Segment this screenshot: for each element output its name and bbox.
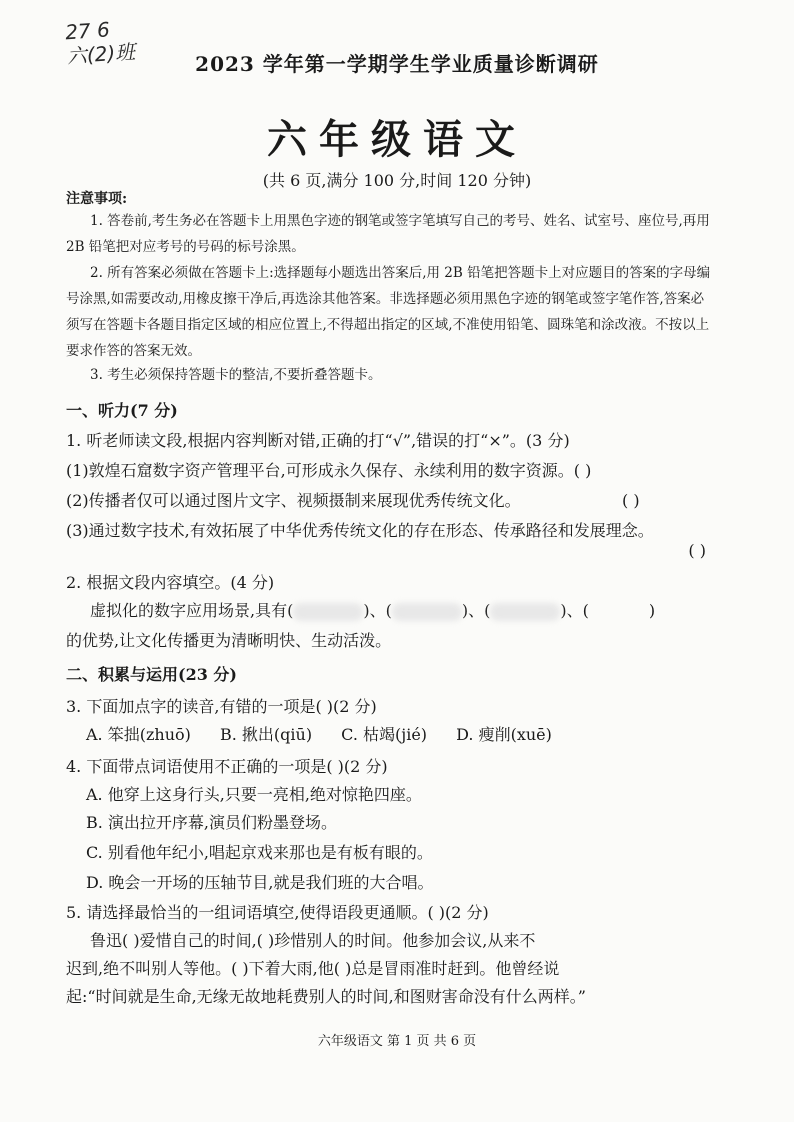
q3-stem: 3. 下面加点字的读音,有错的一项是( )(2 分) xyxy=(66,697,377,716)
q3-option-c: C. 枯竭(jié) xyxy=(341,725,428,744)
q3-option-b: B. 揪出(qiū) xyxy=(219,725,313,744)
page-footer: 六年级语文 第 1 页 共 6 页 xyxy=(317,1034,477,1049)
q4-option-d: D. 晚会一开场的压轴节目,就是我们班的大合唱。 xyxy=(86,873,434,892)
q4-stem: 4. 下面带点词语使用不正确的一项是( )(2 分) xyxy=(66,757,388,776)
q3-option-a: A. 笨拙(zhuō) xyxy=(86,725,191,744)
q1-item-3-blank: ( ) xyxy=(688,541,706,560)
q2-blank-2 xyxy=(392,603,462,621)
notes-heading: 注意事项: xyxy=(66,191,128,207)
exam-title: 2023 学年第一学期学生学业质量诊断调研 xyxy=(195,52,599,76)
q2-stem: 2. 根据文段内容填空。(4 分) xyxy=(66,573,275,592)
q1-item-3: (3)通过数字技术,有效拓展了中华优秀传统文化的存在形态、传承路径和发展理念。 xyxy=(66,521,654,540)
handwritten-line-2: 六(2)班 xyxy=(66,39,136,69)
q1-item-2 xyxy=(66,486,716,516)
q4-option-b: B. 演出拉开序幕,演员们粉墨登场。 xyxy=(86,813,338,832)
q3-option-d: D. 瘦削(xuē) xyxy=(456,725,552,744)
q1-item-1-blank: ( ) xyxy=(573,461,592,480)
q2-sep-2: )、( xyxy=(461,601,491,620)
q2-line-2: 的优势,让文化传播更为清晰明快、生动活泼。 xyxy=(66,631,392,650)
section-1-title: 一、听力(7 分) xyxy=(66,401,178,420)
handwritten-line-1: 27 6 xyxy=(64,17,111,45)
q3-options xyxy=(66,720,736,750)
section-2-title: 二、积累与运用(23 分) xyxy=(66,665,237,684)
q5-passage-line-2: 迟到,绝不叫别人等他。( )下着大雨,他( )总是冒雨准时赶到。他曾经说 xyxy=(66,959,560,978)
q4-option-c: C. 别看他年纪小,唱起京戏来那也是有板有眼的。 xyxy=(86,843,433,862)
q1-item-2-text: (2)传播者仅可以通过图片文字、视频摄制来展现优秀传统文化。 xyxy=(66,491,521,510)
note-1: 1. 答卷前,考生务必在答题卡上用黑色字迹的钢笔或签字笔填写自己的考号、姓名、试室号、座位号,再用 2B 铅笔把对应考号的号码的标号涂黑。 xyxy=(66,213,710,255)
q2-blank-3 xyxy=(490,603,560,621)
q5-stem: 5. 请选择最恰当的一组词语填空,使得语段更通顺。( )(2 分) xyxy=(66,903,489,922)
note-3: 3. 考生必须保持答题卡的整洁,不要折叠答题卡。 xyxy=(90,367,382,383)
subject-title: 六年级语文 xyxy=(267,116,527,163)
q2-sep-3: )、( xyxy=(560,601,589,620)
q5-passage-line-1: 鲁迅( )爱惜自己的时间,( )珍惜别人的时间。他参加会议,从来不 xyxy=(90,931,536,950)
note-2: 2. 所有答案必须做在答题卡上:选择题每小题选出答案后,用 2B 铅笔把答题卡上对应题目的答案的字母编号涂黑,如需要改动,用橡皮擦干净后,再选涂其他答案。非选择题必须用黑色字迹的钢笔或签字笔作答,答案必须写在答题卡各题目指定区域的相应位置上,不得超出指定的区域,不准使用铅笔、圆珠笔和涂改液。不按以上要求作答的答案无效。 xyxy=(66,265,711,359)
q4-option-a: A. 他穿上这身行头,只要一亮相,绝对惊艳四座。 xyxy=(86,785,422,804)
q2-blank-1 xyxy=(293,603,363,621)
q2-line-1-text: 虚拟化的数字应用场景,具有( xyxy=(90,601,294,620)
q2-sep-1: )、( xyxy=(363,601,392,620)
q1-stem: 1. 听老师读文段,根据内容判断对错,正确的打“√”,错误的打“×”。(3 分) xyxy=(66,431,570,450)
exam-info: (共 6 页,满分 100 分,时间 120 分钟) xyxy=(262,171,532,190)
q2-line-1 xyxy=(66,596,716,626)
q5-passage-line-3: 起:“时间就是生命,无缘无故地耗费别人的时间,和图财害命没有什么两样。” xyxy=(66,987,586,1006)
q2-end: ) xyxy=(648,601,656,620)
q1-item-1 xyxy=(66,456,716,486)
q1-item-2-blank: ( ) xyxy=(622,491,640,510)
q1-item-1-text: (1)敦煌石窟数字资产管理平台,可形成永久保存、永续利用的数字资源。 xyxy=(66,461,574,480)
